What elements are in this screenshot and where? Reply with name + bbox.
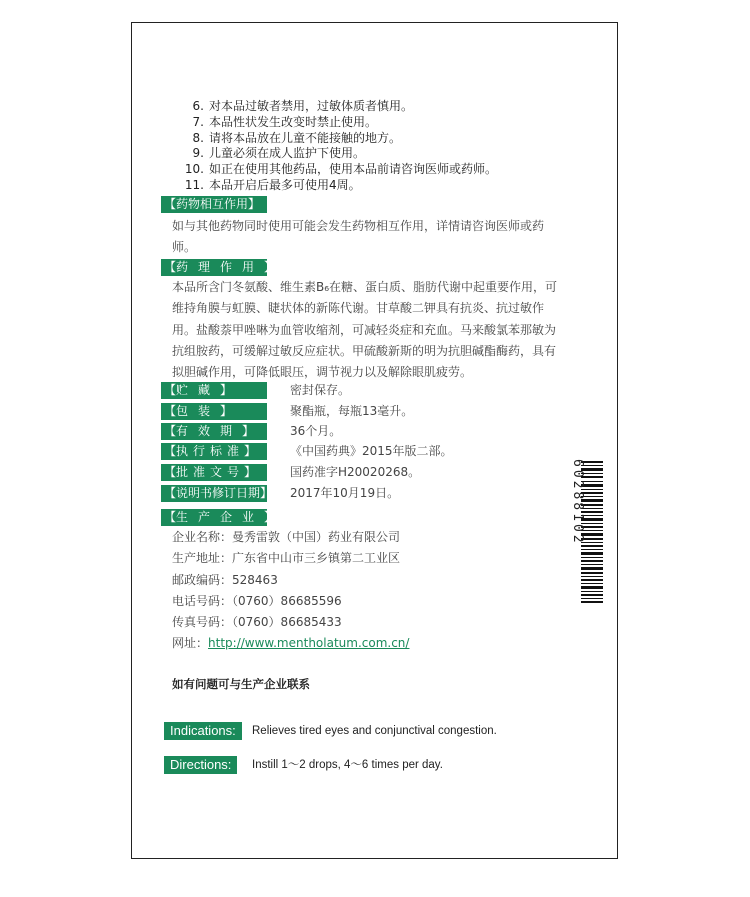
validity-value: 36个月。 (290, 424, 342, 438)
indications-label: Indications: (164, 722, 242, 740)
storage-value: 密封保存。 (290, 383, 351, 397)
standard-value: 《中国药典》2015年版二部。 (290, 444, 453, 458)
list-item: 10. 如正在使用其他药品，使用本品前请咨询医师或药师。 (184, 162, 498, 177)
package-header: 【包装】 (161, 403, 267, 420)
approval-value: 国药准字H20020268。 (290, 465, 421, 479)
interactions-header: 【药物相互作用】 (161, 196, 267, 213)
directions-text: Instill 1～2 drops, 4～6 times per day. (252, 759, 443, 771)
phone-row: 电话号码：（0760）86685596 (172, 593, 342, 608)
list-item: 8. 请将本品放在儿童不能接触的地方。 (192, 130, 402, 145)
precautions-list (172, 99, 592, 194)
instruction-sheet (131, 22, 618, 859)
package-value: 聚酯瓶，每瓶13毫升。 (290, 404, 414, 418)
storage-header: 【贮藏】 (161, 382, 267, 399)
approval-header: 【批准文号】 (161, 464, 267, 481)
website-link[interactable]: http://www.mentholatum.com.cn/ (208, 636, 410, 651)
indications-text: Relieves tired eyes and conjunctival congestion. (252, 725, 497, 737)
validity-header: 【有效期】 (161, 423, 267, 440)
company-address-row: 生产地址：广东省中山市三乡镇第二工业区 (172, 551, 401, 566)
manufacturer-header: 【生产企业】 (161, 509, 267, 526)
postal-code-row: 邮政编码：528463 (172, 572, 278, 587)
barcode-number: 60288102 (570, 459, 585, 546)
list-item: 6. 对本品过敏者禁用，过敏体质者慎用。 (192, 99, 414, 113)
list-item: 11. 本品开启后最多可使用4周。 (184, 177, 361, 192)
pharmacology-text: 本品所含门冬氨酸、维生素B₆在糖、蛋白质、脂肪代谢中起重要作用，可维持角膜与虹膜、睫状体的新陈代谢。甘草酸二钾具有抗炎、抗过敏作用。盐酸萘甲唑啉为血管收缩剂，可减轻炎症和充血。马来酸氯苯那敏为抗组胺药，可缓解过敏反应症状。甲硫酸新斯的明为抗胆碱酯酶药，具有拟胆碱作用，可降低眼压，调节视力以及解除眼肌疲劳。 (172, 280, 558, 380)
revision-header: 【说明书修订日期】 (161, 485, 267, 502)
revision-value: 2017年10月19日。 (290, 486, 400, 500)
contact-note: 如有问题可与生产企业联系 (172, 677, 310, 691)
website-row: 网址：http://www.mentholatum.com.cn/ (172, 636, 410, 651)
fax-row: 传真号码：（0760）86685433 (172, 615, 342, 630)
company-name-row: 企业名称：曼秀雷敦（中国）药业有限公司 (172, 530, 401, 544)
directions-label: Directions: (164, 756, 237, 774)
list-item: 9. 儿童必须在成人监护下使用。 (192, 146, 366, 161)
interactions-text: 如与其他药物同时使用可能会发生药物相互作用，详情请咨询医师或药师。 (172, 219, 545, 255)
list-item: 7. 本品性状发生改变时禁止使用。 (192, 114, 378, 129)
barcode-bars (581, 459, 611, 605)
barcode (570, 459, 611, 605)
manufacturer-info (172, 527, 512, 655)
pharmacology-header: 【药理作用】 (161, 259, 267, 276)
standard-header: 【执行标准】 (161, 443, 267, 460)
